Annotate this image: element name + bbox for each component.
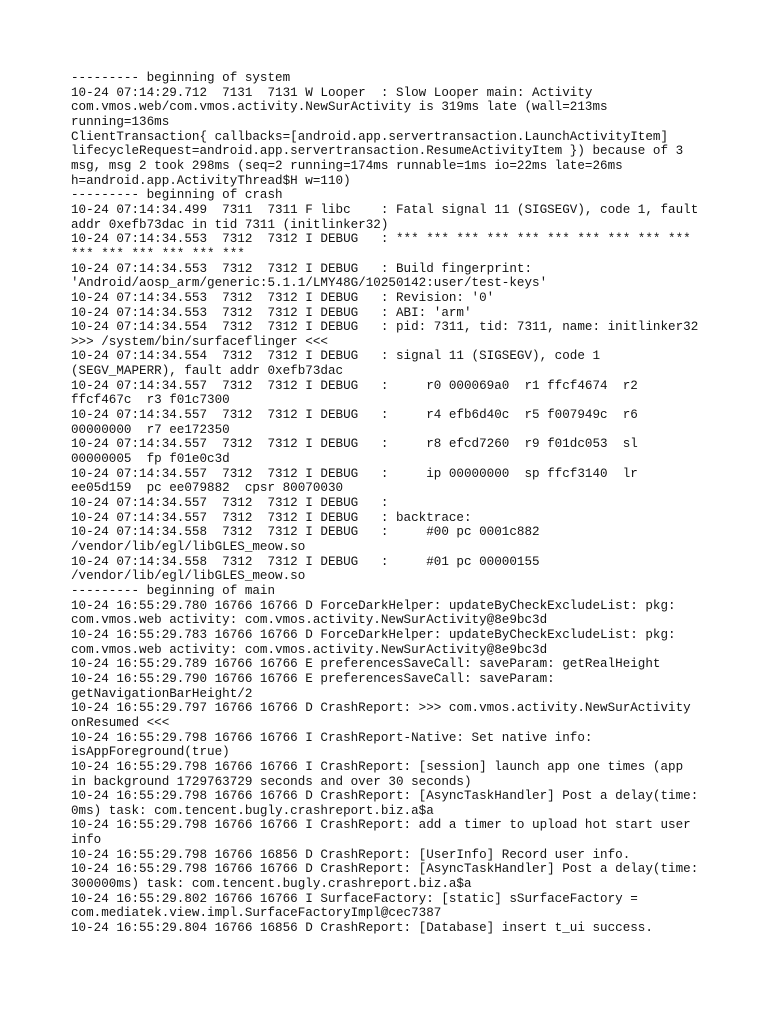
log-line: ffcf467c r3 f01c7300 [71,393,230,408]
log-line: com.vmos.web/com.vmos.activity.NewSurActivity is 319ms late (wall=213ms [71,100,608,115]
log-line: 10-24 07:14:34.553 7312 7312 I DEBUG : ABI: 'arm' [71,305,472,320]
log-line: getNavigationBarHeight/2 [71,686,253,701]
log-line: 10-24 07:14:34.557 7312 7312 I DEBUG : ip 00000000 sp ffcf3140 lr [71,466,638,481]
log-line: 10-24 16:55:29.798 16766 16766 I CrashReport-Native: Set native info: [71,730,593,745]
log-line: 'Android/aosp_arm/generic:5.1.1/LMY48G/10250142:user/test-keys' [71,276,548,291]
log-line: 00000000 r7 ee172350 [71,422,230,437]
log-line: ClientTransaction{ callbacks=[android.app.servertransaction.LaunchActivityItem] [71,129,669,144]
log-line: in background 1729763729 seconds and over 30 seconds) [71,774,472,789]
log-line: 300000ms) task: com.tencent.bugly.crashreport.biz.a$a [71,877,472,892]
log-line: 10-24 16:55:29.790 16766 16766 E preferencesSaveCall: saveParam: [71,671,555,686]
log-line: 10-24 16:55:29.798 16766 16766 I CrashReport: add a timer to upload hot start user [71,818,691,833]
log-line: 10-24 07:14:34.554 7312 7312 I DEBUG : pid: 7311, tid: 7311, name: initlinker32 [71,320,699,335]
log-line: 10-24 07:14:34.558 7312 7312 I DEBUG : #01 pc 00000155 [71,554,540,569]
log-line: /vendor/lib/egl/libGLES_meow.so [71,540,306,554]
log-line: 10-24 07:14:34.553 7312 7312 I DEBUG : Build fingerprint: [71,261,533,276]
log-line: 10-24 16:55:29.798 16766 16766 D CrashReport: [AsyncTaskHandler] Post a delay(time: [71,789,699,804]
log-line: /vendor/lib/egl/libGLES_meow.so [71,569,306,584]
log-line: 10-24 07:14:34.558 7312 7312 I DEBUG : #00 pc 0001c882 [71,525,540,540]
log-line: info [71,833,102,848]
log-line: 10-24 16:55:29.783 16766 16766 D ForceDarkHelper: updateByCheckExcludeList: pkg: [71,627,676,642]
log-line: (SEGV_MAPERR), fault addr 0xefb73dac [71,364,344,379]
log-line: 10-24 16:55:29.804 16766 16856 D CrashReport: [Database] insert t_ui success. [71,921,653,936]
section-header: --------- beginning of system [71,71,291,85]
log-line: 10-24 16:55:29.798 16766 16856 D CrashReport: [UserInfo] Record user info. [71,847,631,862]
log-line: 10-24 16:55:29.780 16766 16766 D ForceDarkHelper: updateByCheckExcludeList: pkg: [71,598,676,613]
log-line: 10-24 16:55:29.798 16766 16766 I CrashReport: [session] launch app one times (app [71,759,684,774]
log-line: >>> /system/bin/surfaceflinger <<< [71,334,328,349]
log-line: 10-24 07:14:34.554 7312 7312 I DEBUG : signal 11 (SIGSEGV), code 1 [71,349,601,364]
log-line: 10-24 16:55:29.789 16766 16766 E preferencesSaveCall: saveParam: getRealHeight [71,657,661,672]
log-line: 0ms) task: com.tencent.bugly.crashreport.biz.a$a [71,803,434,818]
log-line: 10-24 07:14:34.557 7312 7312 I DEBUG : r4 efb6d40c r5 f007949c r6 [71,408,638,423]
log-line: 10-24 07:14:34.499 7311 7311 F libc : Fatal signal 11 (SIGSEGV), code 1, fault [71,202,699,217]
log-line: com.mediatek.view.impl.SurfaceFactoryImpl@cec7387 [71,906,442,921]
log-line: h=android.app.ActivityThread$H w=110) [71,173,351,188]
log-line: running=136ms [71,114,170,129]
log-line: lifecycleRequest=android.app.servertransaction.ResumeActivityItem }) because of 3 [71,144,684,159]
log-line: addr 0xefb73dac in tid 7311 (initlinker32) [71,217,389,232]
section-header: --------- beginning of crash [71,188,283,203]
log-line: 10-24 07:14:34.557 7312 7312 I DEBUG : backtrace: [71,510,472,525]
log-line: 10-24 16:55:29.797 16766 16766 D CrashReport: >>> com.vmos.activity.NewSurActivity [71,701,691,716]
log-line: 00000005 fp f01e0c3d [71,452,230,467]
section-header: --------- beginning of main [71,583,276,598]
log-line: com.vmos.web activity: com.vmos.activity.NewSurActivity@8e9bc3d [71,613,548,628]
log-line: isAppForeground(true) [71,745,230,760]
log-line: msg, msg 2 took 298ms (seq=2 running=174ms runnable=1ms io=22ms late=26ms [71,158,623,173]
log-line: 10-24 07:14:34.557 7312 7312 I DEBUG : r0 000069a0 r1 ffcf4674 r2 [71,378,638,393]
log-line: 10-24 07:14:34.557 7312 7312 I DEBUG : r8 efcd7260 r9 f01dc053 sl [71,437,638,452]
log-line: 10-24 16:55:29.802 16766 16766 I SurfaceFactory: [static] sSurfaceFactory = [71,891,638,906]
log-line: 10-24 07:14:34.553 7312 7312 I DEBUG : Revision: '0' [71,290,495,305]
log-line: 10-24 16:55:29.798 16766 16766 D CrashReport: [AsyncTaskHandler] Post a delay(time: [71,862,699,877]
log-line: 10-24 07:14:29.712 7131 7131 W Looper : Slow Looper main: Activity [71,85,593,100]
log-line: *** *** *** *** *** *** [71,246,245,261]
log-line: ee05d159 pc ee079882 cpsr 80070030 [71,481,344,496]
log-document [71,71,711,936]
log-line: 10-24 07:14:34.553 7312 7312 I DEBUG : *** *** *** *** *** *** *** *** *** *** [71,232,691,247]
log-line: 10-24 07:14:34.557 7312 7312 I DEBUG : [71,496,389,511]
log-line: com.vmos.web activity: com.vmos.activity.NewSurActivity@8e9bc3d [71,642,548,657]
log-line: onResumed <<< [71,715,170,730]
